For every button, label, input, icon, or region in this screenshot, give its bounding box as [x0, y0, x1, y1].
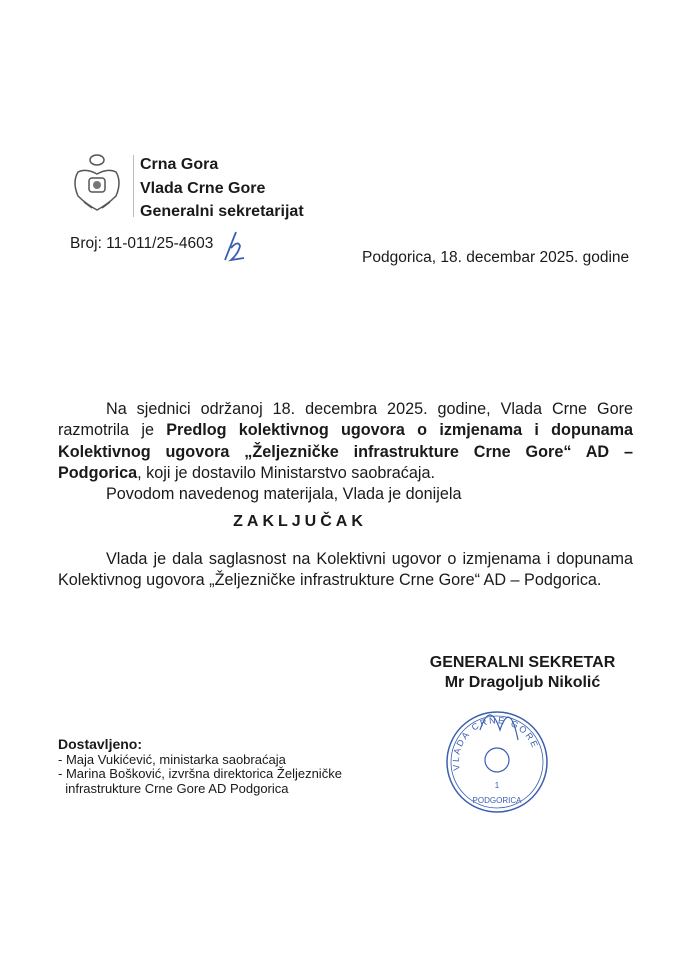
- proposal-title: Predlog kolektivnog ugovora o izmjenama i dopunama Kolektivnog ugovora „Željezničke infrastrukture Crne Gore“ AD – Podgorica: [58, 421, 634, 482]
- stamp-city: PODGORICA: [472, 796, 522, 805]
- stamp-text: VLADA CRNE GORE: [450, 715, 541, 772]
- distribution-list: [58, 737, 342, 796]
- distribution-label: Dostavljeno:: [58, 736, 143, 752]
- paragraph-decision-intro: Povodom navedenog materijala, Vlada je donijela: [106, 485, 462, 503]
- place-date: Podgorica, 18. decembar 2025. godine: [362, 249, 630, 266]
- handwritten-suffix: [222, 230, 248, 262]
- letterhead-government: Vlada Crne Gore: [140, 179, 266, 197]
- letterhead-country: Crna Gora: [140, 156, 219, 173]
- paragraph-conclusion: Vlada je dala saglasnost na Kolektivni ugovor o izmjenama i dopunama Kolektivnog ugovora „Željezničke infrastrukture Crne Gore“ AD – Podgorica.: [58, 550, 633, 590]
- list-item: - Marina Bošković, izvršna direktorica Željezničke: [58, 766, 342, 781]
- conclusion-title: ZAKLJUČAK: [233, 513, 367, 530]
- coat-of-arms-icon: [70, 152, 124, 214]
- stamp-number: 1: [494, 781, 500, 790]
- reference-number: Broj: 11-011/25-4603: [70, 235, 214, 252]
- official-stamp: [440, 700, 555, 815]
- header-divider: [133, 155, 134, 217]
- letterhead: [140, 153, 304, 224]
- text: , koji je dostavilo Ministarstvo saobraćaja.: [137, 463, 435, 482]
- signature-block: [410, 653, 635, 693]
- list-item: - Maja Vukićević, ministarka saobraćaja: [58, 751, 286, 767]
- signatory-name: Mr Dragoljub Nikolić: [444, 674, 601, 691]
- letterhead-department: Generalni sekretarijat: [140, 203, 304, 220]
- paragraph-session: [58, 399, 633, 484]
- signatory-role: GENERALNI SEKRETAR: [429, 654, 616, 671]
- text: Na sjednici održanoj 18. decembra 2025. godine, Vlada Crne Gore razmotrila je: [58, 400, 633, 440]
- list-item: infrastrukture Crne Gore AD Podgorica: [58, 780, 289, 796]
